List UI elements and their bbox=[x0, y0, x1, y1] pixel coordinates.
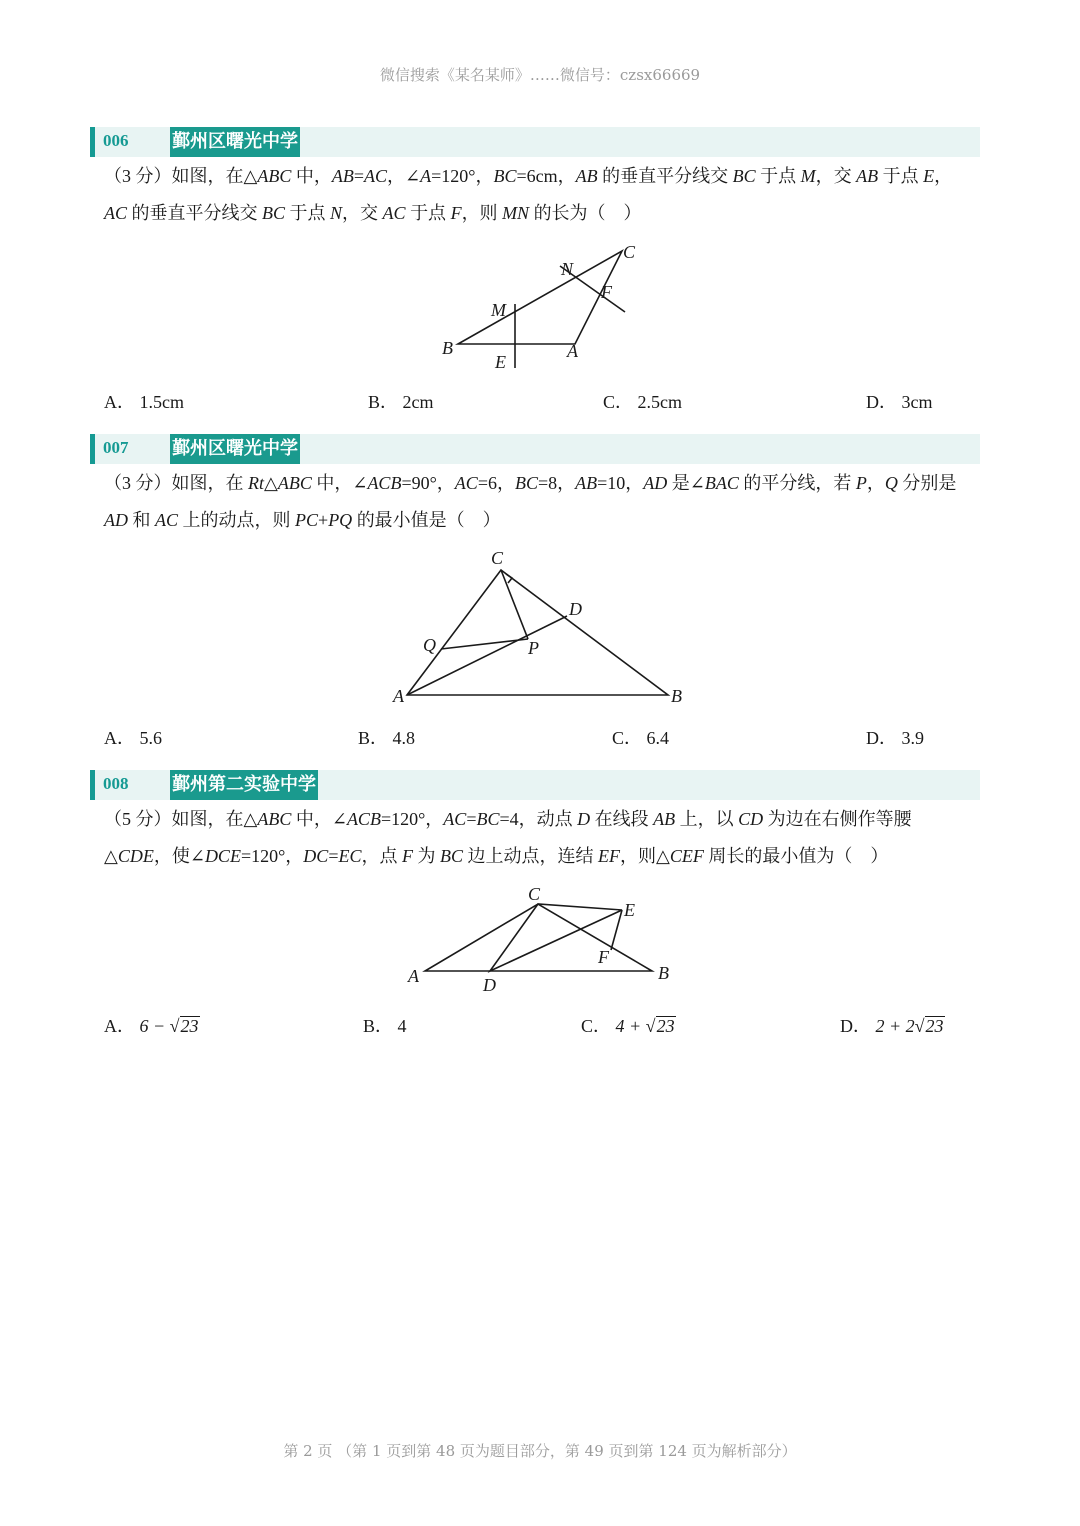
option-d: D． 2 + 2√23 bbox=[840, 1016, 944, 1036]
label-A: A bbox=[393, 686, 404, 706]
sqrt-radicand: 23 bbox=[656, 1016, 675, 1036]
accent-bar bbox=[90, 770, 95, 800]
segment-pq bbox=[441, 639, 528, 649]
accent-bar bbox=[90, 127, 95, 157]
option-b: B． 4 bbox=[363, 1016, 407, 1036]
school-label: 鄞州第二实验中学 bbox=[170, 770, 318, 800]
option-c: C． 6.4 bbox=[612, 728, 670, 748]
figure-006 bbox=[435, 238, 650, 378]
label-P: P bbox=[528, 638, 539, 658]
triangle-abc bbox=[425, 904, 652, 971]
page-footer: 第 2 页 （第 1 页到第 48 页为题目部分，第 49 页到第 124 页为解析部分） bbox=[283, 1442, 797, 1460]
accent-bar bbox=[90, 434, 95, 464]
label-D: D bbox=[569, 599, 582, 619]
option-b: B． 2cm bbox=[368, 392, 434, 412]
question-score: （3 分） bbox=[104, 473, 172, 493]
option-d: D． 3cm bbox=[866, 392, 933, 412]
label-C: C bbox=[528, 884, 541, 904]
sqrt-radicand: 23 bbox=[925, 1016, 944, 1036]
question-header-008 bbox=[90, 770, 980, 800]
question-number: 007 bbox=[103, 438, 129, 457]
label-B: B bbox=[442, 338, 453, 358]
option-b: B． 4.8 bbox=[358, 728, 416, 748]
label-M: M bbox=[491, 300, 506, 320]
question-number: 008 bbox=[103, 774, 129, 793]
bisector-ad bbox=[407, 616, 567, 695]
option-a: A． 6 − √23 bbox=[104, 1016, 199, 1036]
question-header-006 bbox=[90, 127, 980, 157]
question-number: 006 bbox=[103, 131, 129, 150]
label-E: E bbox=[495, 352, 506, 372]
segment-ef bbox=[611, 910, 622, 950]
label-A: A bbox=[567, 341, 578, 361]
page-header: 微信搜索《某名某师》……微信号：czsx66669 bbox=[379, 66, 701, 84]
question-text-006: （3 分）如图，在△ABC 中，AB=AC，∠A=120°，BC=6cm，AB 的垂直平分线交 BC 于点 M，交 AB 于点 E，AC 的垂直平分线交 BC 于点 N，交 AC 于点 F，则 MN 的长为（ ） bbox=[104, 166, 953, 223]
option-c: C． 2.5cm bbox=[603, 392, 683, 412]
label-Q: Q bbox=[423, 635, 436, 655]
question-text-007: （3 分）如图，在 Rt△ABC 中，∠ACB=90°，AC=6，BC=8，AB=10，AD 是∠BAC 的平分线，若 P，Q 分别是 AD 和 AC 上的动点，则 PC+PQ 的最小值是（ ） bbox=[104, 473, 957, 530]
figure-008 bbox=[400, 880, 685, 995]
right-angle-mark bbox=[506, 574, 512, 583]
label-C: C bbox=[491, 548, 504, 568]
label-F: F bbox=[598, 947, 609, 967]
label-N: N bbox=[561, 259, 574, 279]
label-A: A bbox=[408, 966, 419, 986]
question-score: （5 分） bbox=[104, 809, 172, 829]
option-c: C． 4 + √23 bbox=[581, 1016, 675, 1036]
option-a: A． 5.6 bbox=[104, 728, 162, 748]
option-d: D． 3.9 bbox=[866, 728, 924, 748]
question-text-008: （5 分）如图，在△ABC 中，∠ACB=120°，AC=BC=4，动点 D 在线段 AB 上，以 CD 为边在右侧作等腰△CDE，使∠DCE=120°，DC=EC，点 F 为 BC 边上动点，连结 EF，则△CEF 周长的最小值为（ ） bbox=[104, 809, 912, 866]
question-header-007 bbox=[90, 434, 980, 464]
label-F: F bbox=[601, 282, 612, 302]
label-B: B bbox=[671, 686, 682, 706]
question-score: （3 分） bbox=[104, 166, 172, 186]
figure-007 bbox=[385, 545, 695, 710]
sqrt-radicand: 23 bbox=[180, 1016, 199, 1036]
school-label: 鄞州区曙光中学 bbox=[170, 127, 300, 157]
label-D: D bbox=[483, 975, 496, 995]
school-label: 鄞州区曙光中学 bbox=[170, 434, 300, 464]
triangle-abc bbox=[458, 251, 622, 344]
label-E: E bbox=[624, 900, 635, 920]
label-C: C bbox=[623, 242, 636, 262]
option-a: A． 1.5cm bbox=[104, 392, 184, 412]
label-B: B bbox=[658, 963, 669, 983]
